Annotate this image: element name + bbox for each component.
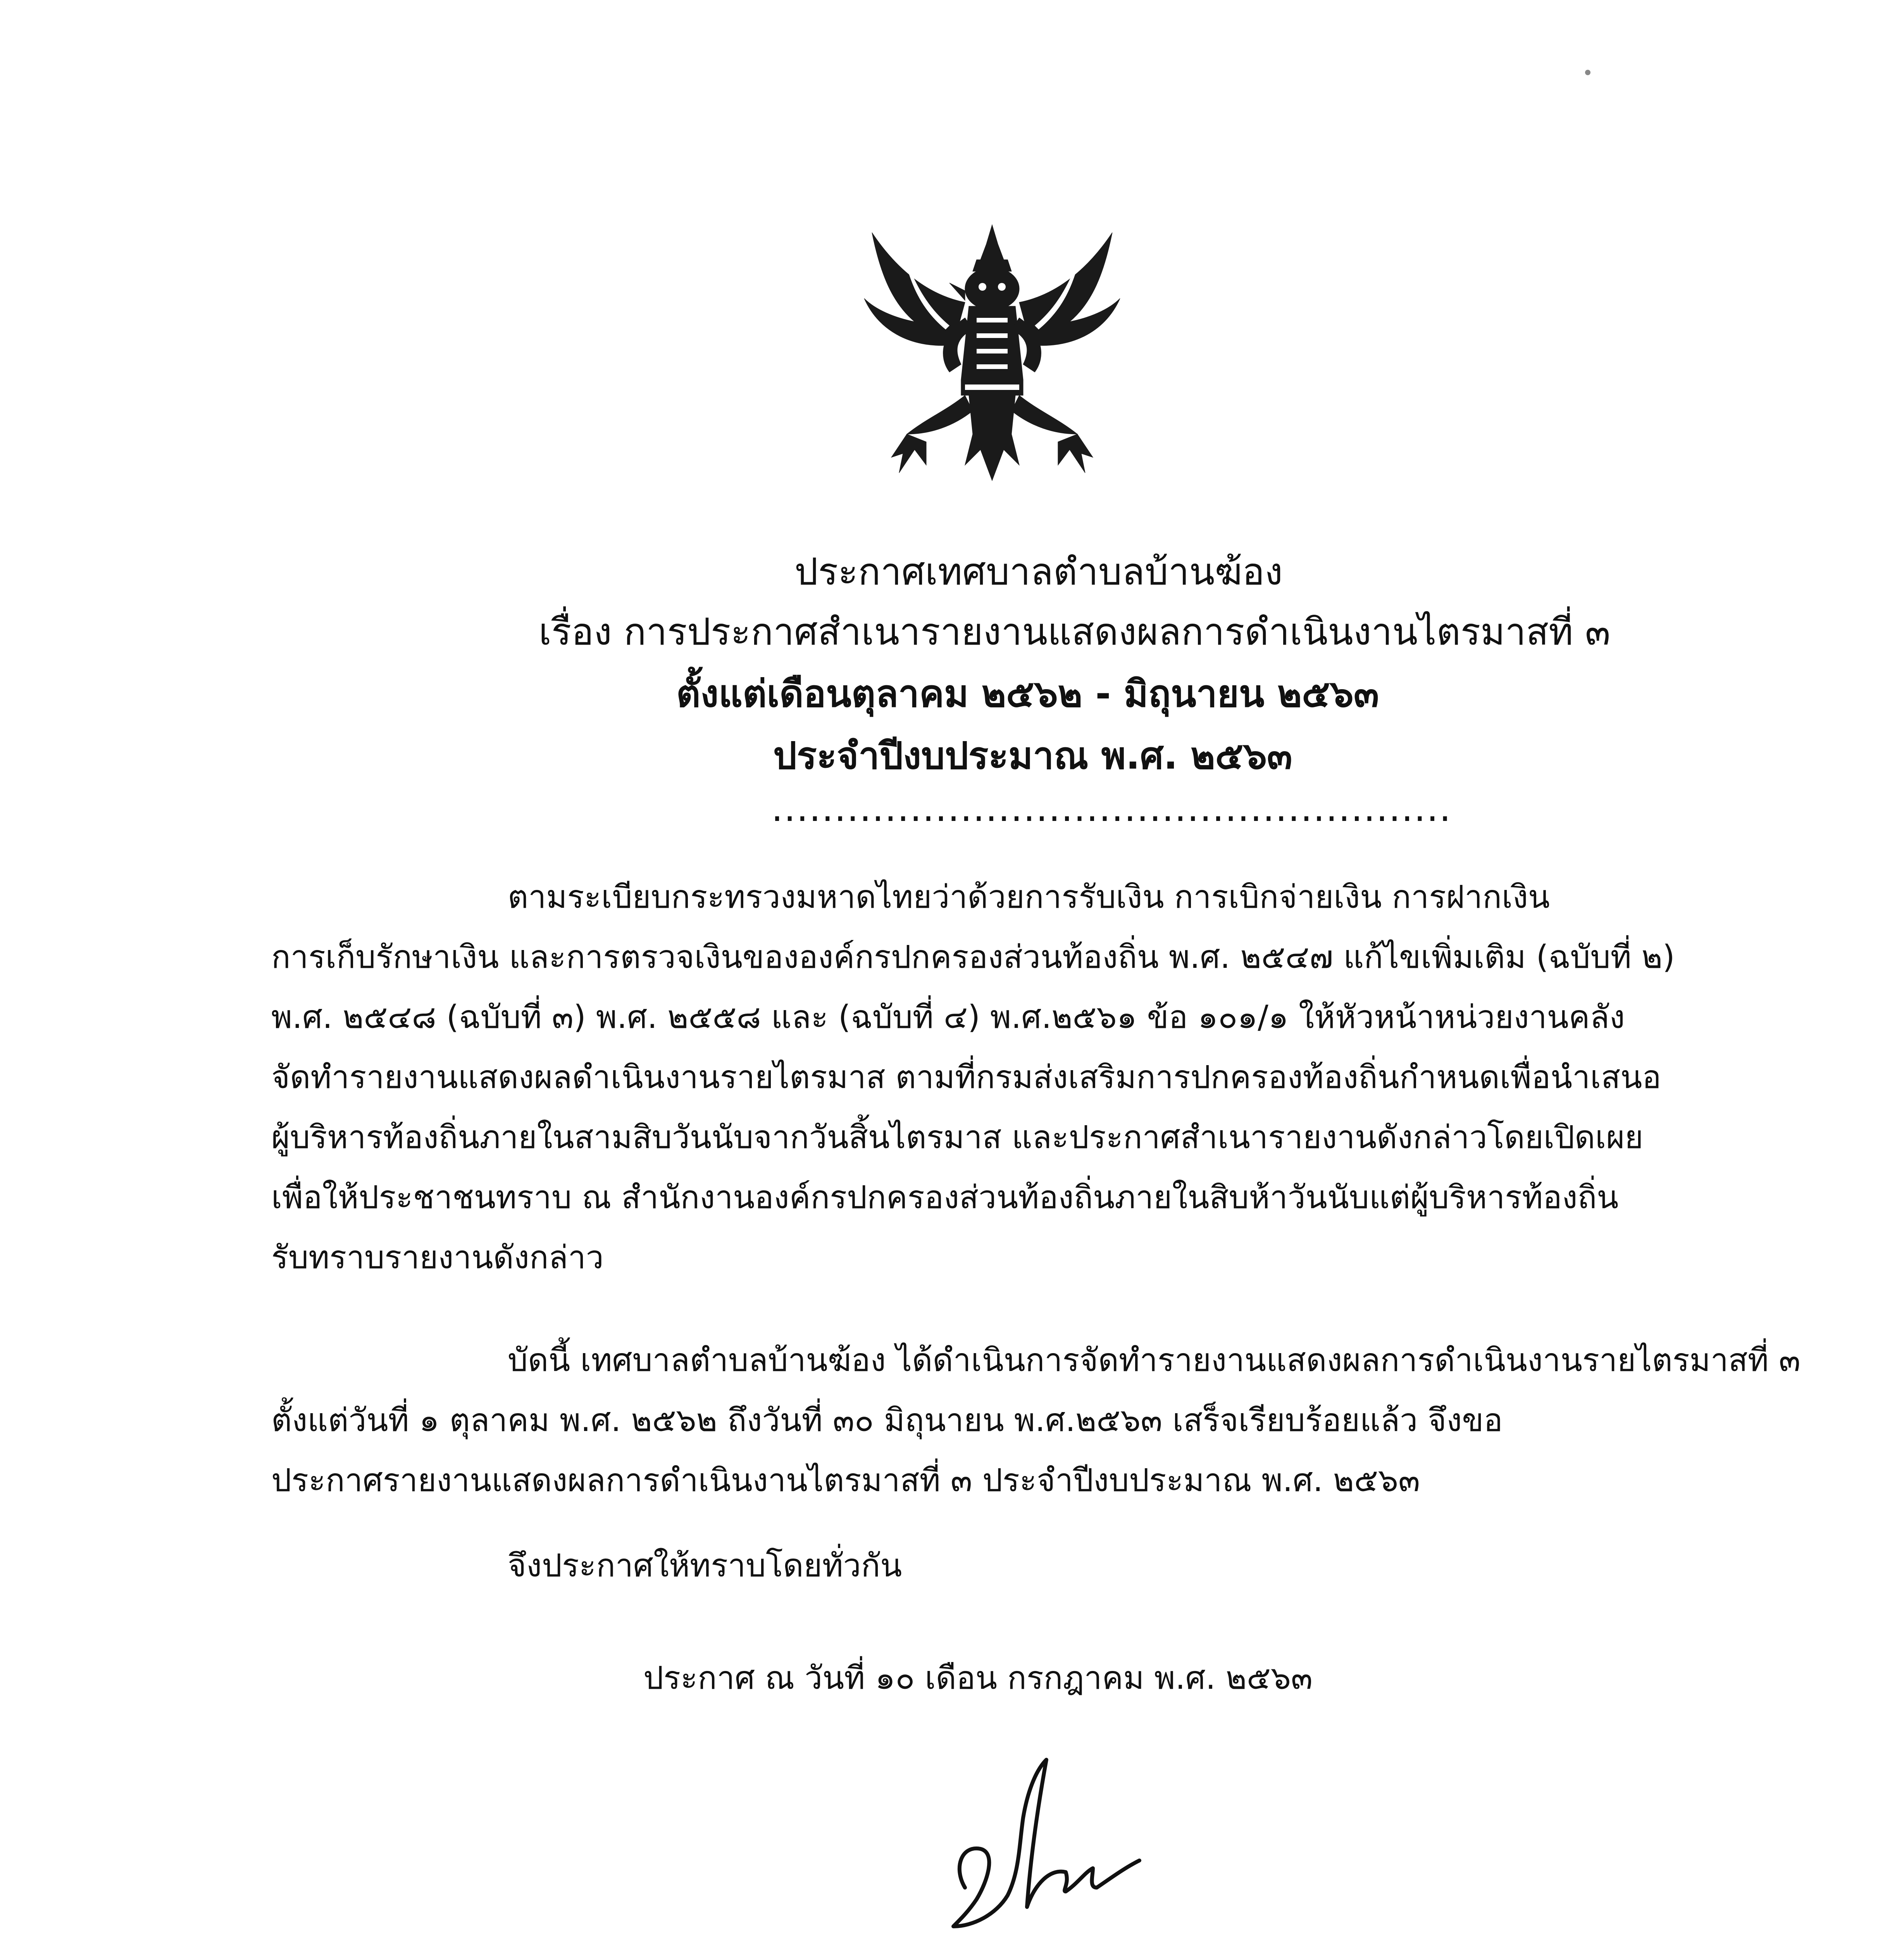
paragraph1-line: ผู้บริหารท้องถิ่นภายในสามสิบวันนับจากวันสิ้นไตรมาส และประกาศสำเนารายงานดังกล่าวโดยเปิดเผย: [271, 1119, 1644, 1156]
subject-line: เรื่อง การประกาศสำเนารายงานแสดงผลการดำเนินงานไตรมาสที่ ๓: [539, 610, 1611, 653]
garuda-emblem-icon: [849, 217, 1136, 488]
signature-image: [938, 1744, 1155, 1938]
paragraph1-line: เพื่อให้ประชาชนทราบ ณ สำนักงานองค์กรปกครองส่วนท้องถิ่นภายในสิบห้าวันนับแต่ผู้บริหารท้องถิ่น: [271, 1179, 1619, 1216]
paragraph2-line: ตั้งแต่วันที่ ๑ ตุลาคม พ.ศ. ๒๕๖๒ ถึงวันที่ ๓๐ มิถุนายน พ.ศ.๒๕๖๓ เสร็จเรียบร้อยแล้ว จึงขอ: [271, 1402, 1503, 1439]
paragraph1-line: รับทราบรายงานดังกล่าว: [271, 1239, 604, 1276]
paragraph1-line: ตามระเบียบกระทรวงมหาดไทยว่าด้วยการรับเงิน การเบิกจ่ายเงิน การฝากเงิน: [508, 879, 1550, 916]
paragraph2-line: ประกาศรายงานแสดงผลการดำเนินงานไตรมาสที่ ๓ ประจำปีงบประมาณ พ.ศ. ๒๕๖๓: [271, 1462, 1420, 1499]
date-line: ประกาศ ณ วันที่ ๑๐ เดือน กรกฎาคม พ.ศ. ๒๕๖๓: [643, 1660, 1313, 1697]
authority-title: ประกาศเทศบาลตำบลบ้านฆ้อง: [794, 550, 1283, 593]
fiscal-year-line: ประจำปีงบประมาณ พ.ศ. ๒๕๖๓: [773, 734, 1292, 778]
paragraph2-line: บัดนี้ เทศบาลตำบลบ้านฆ้อง ได้ดำเนินการจัดทำรายงานแสดงผลการดำเนินงานรายไตรมาสที่ ๓: [508, 1342, 1801, 1379]
paragraph1-line: จัดทำรายงานแสดงผลดำเนินงานรายไตรมาส ตามที่กรมส่งเสริมการปกครองท้องถิ่นกำหนดเพื่อนำเสนอ: [271, 1059, 1661, 1096]
scan-speck: [1585, 70, 1590, 75]
separator-dots: ......................................................: [771, 786, 1452, 830]
period-line: ตั้งแต่เดือนตุลาคม ๒๕๖๒ - มิถุนายน ๒๕๖๓: [676, 672, 1379, 716]
paragraph1-line: พ.ศ. ๒๕๔๘ (ฉบับที่ ๓) พ.ศ. ๒๕๕๘ และ (ฉบับที่ ๔) พ.ศ.๒๕๖๑ ข้อ ๑๐๑/๑ ให้หัวหน้าหน่วยงานคลัง: [271, 999, 1625, 1036]
closing-line: จึงประกาศให้ทราบโดยทั่วกัน: [508, 1547, 902, 1584]
paragraph1-line: การเก็บรักษาเงิน และการตรวจเงินขององค์กรปกครองส่วนท้องถิ่น พ.ศ. ๒๕๔๗ แก้ไขเพิ่มเติม (ฉบับที่ ๒): [271, 939, 1675, 976]
